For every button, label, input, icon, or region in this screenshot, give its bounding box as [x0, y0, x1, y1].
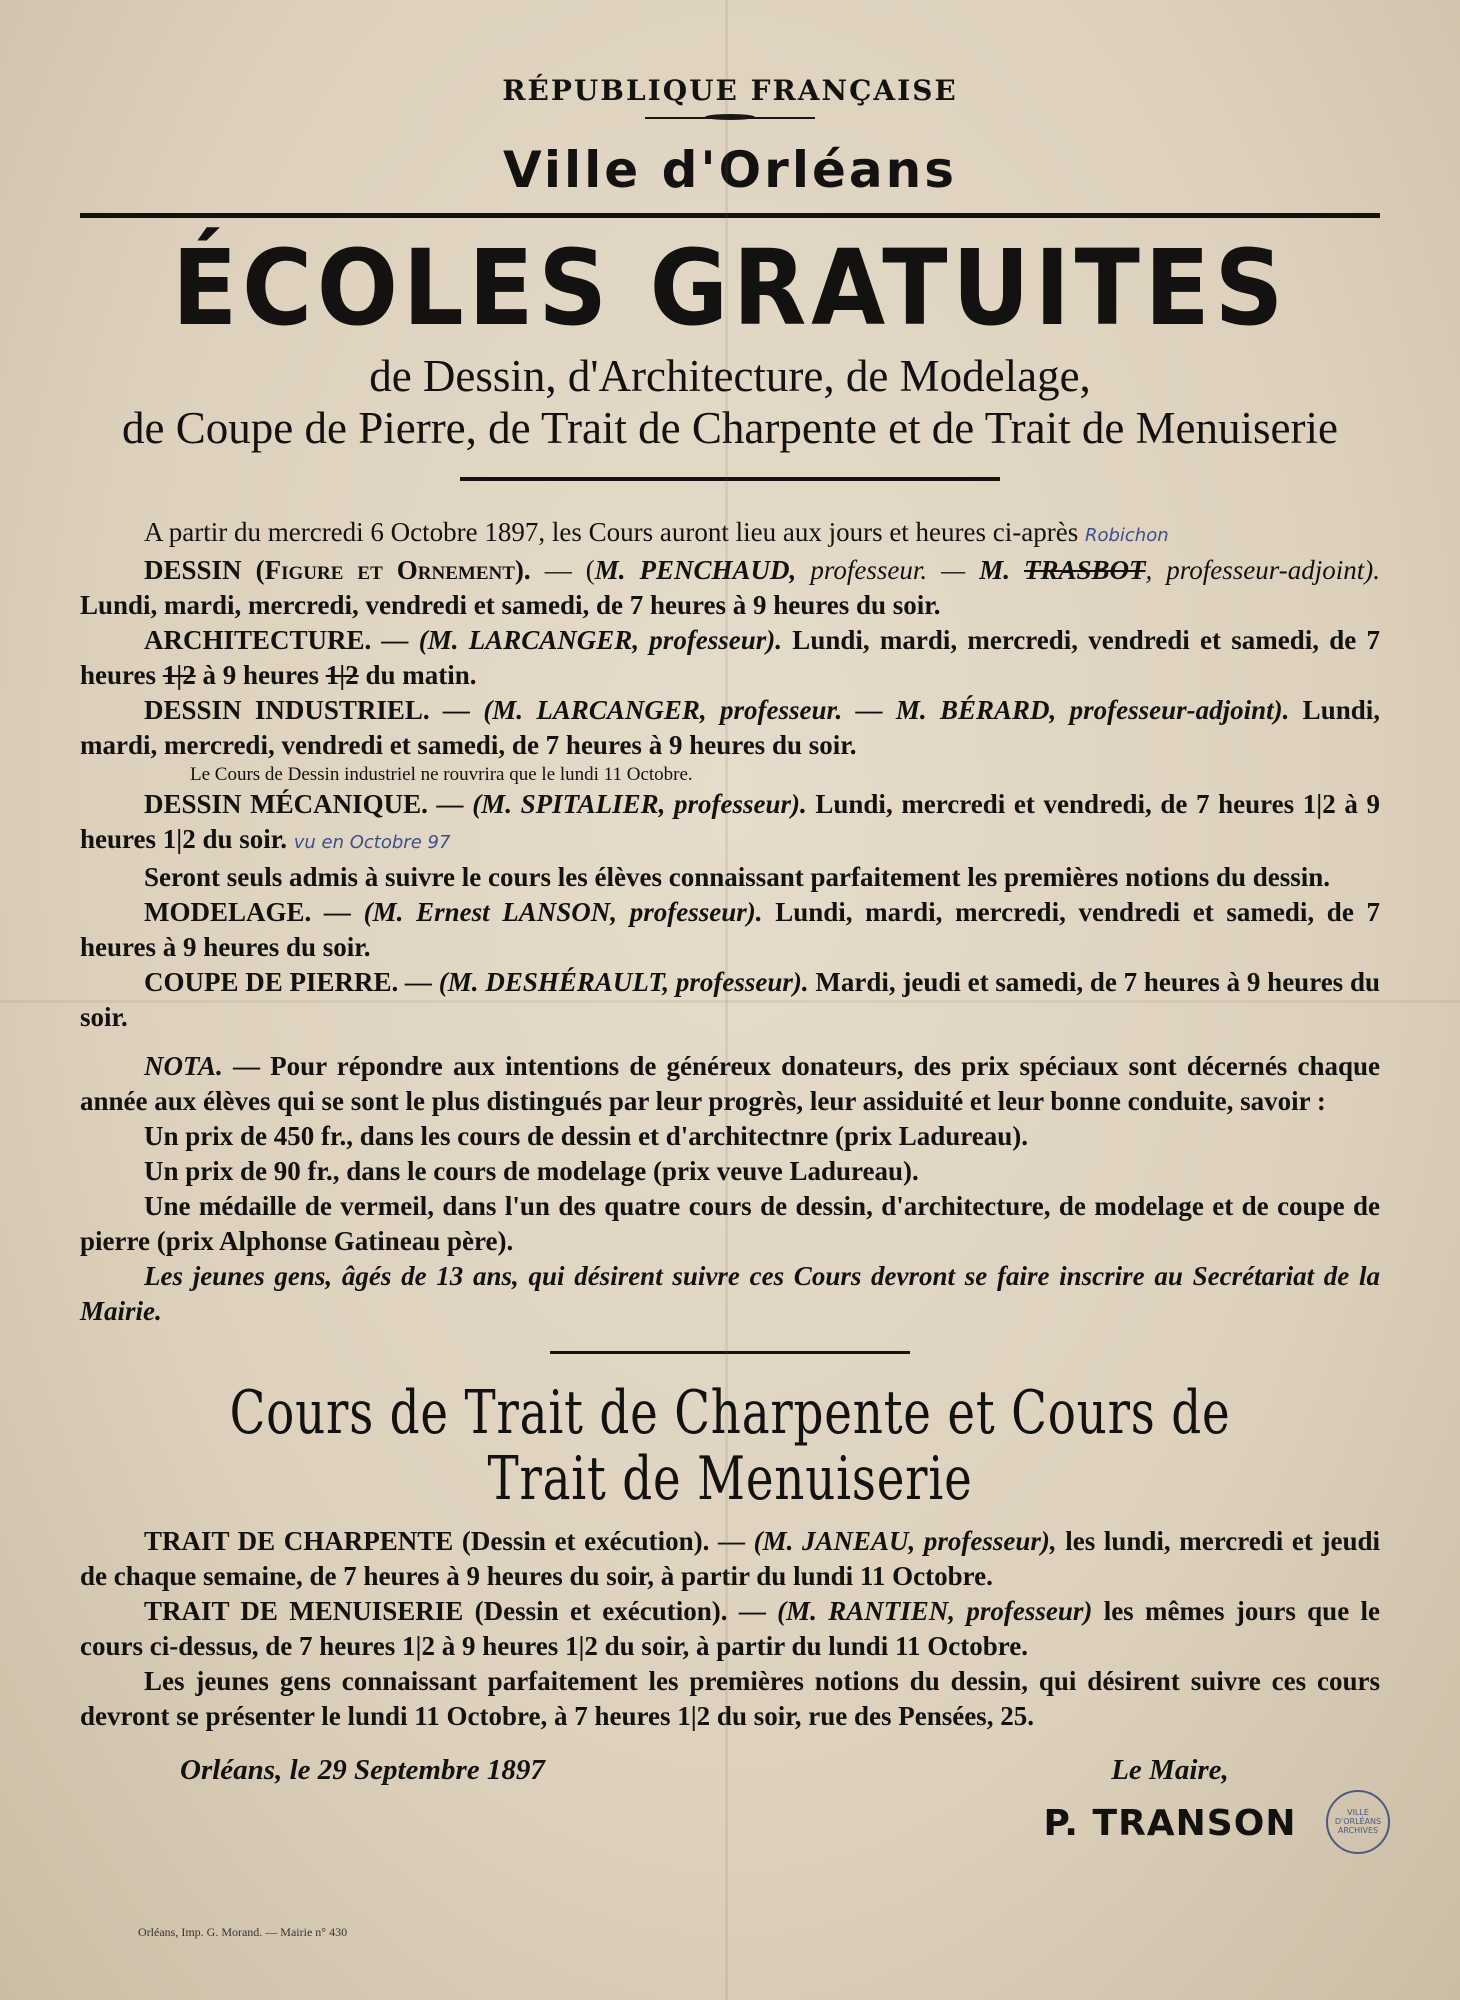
archives-stamp: VILLE D'ORLÉANS ARCHIVES	[1326, 1790, 1390, 1854]
dessin-prof2-m: M.	[979, 554, 1024, 585]
mayor-signature: P. TRANSON	[1043, 1802, 1297, 1844]
dessin-schedule: Lundi, mardi, mercredi, vendredi et samedi, de 7 heures à 9 heures du soir.	[80, 589, 941, 620]
dessin-prof2-role: , professeur-adjoint).	[1145, 554, 1380, 585]
architecture-half-1: 1|2	[162, 659, 196, 690]
date-line: Orléans, le 29 Septembre 1897	[180, 1753, 545, 1786]
dessin-prof2-name: TRASBOT	[1023, 554, 1146, 585]
nota-label: NOTA.	[144, 1050, 223, 1081]
handwritten-note-octobre: vu en Octobre 97	[293, 831, 451, 853]
cours-title: Cours de Trait de Charpente et Cours de Trait de Menuiserie	[229, 1377, 1231, 1514]
signature-row	[80, 1754, 1380, 1844]
architecture-paragraph	[80, 623, 1380, 693]
architecture-half-2: 1|2	[325, 659, 359, 690]
architecture-schedule-b: à 9 heures	[195, 659, 326, 690]
dessin-industriel-prof: — (M. LARCANGER, professeur. — M. BÉRARD, professeur-adjoint).	[429, 694, 1290, 725]
inscription-paragraph: Les jeunes gens, âgés de 13 ans, qui désirent suivre ces Cours devront se faire inscrire au Secrétariat de la Mairie.	[80, 1260, 1380, 1326]
ville-heading: Ville d'Orléans	[503, 141, 957, 199]
short-rule	[460, 477, 1000, 481]
menuiserie-label: TRAIT DE MENUISERIE	[144, 1595, 464, 1626]
nota-paragraph	[80, 1049, 1380, 1119]
republique-heading: RÉPUBLIQUE FRANÇAISE	[502, 74, 958, 107]
modelage-schedule: Lundi, mardi, mercredi, vendredi et samedi, de 7 heures à 9 heures du soir.	[80, 896, 1380, 962]
dessin-prof1-role: professeur. —	[796, 554, 980, 585]
architecture-prof: — (M. LARCANGER, professeur).	[371, 624, 783, 655]
dessin-mecanique-paragraph	[80, 787, 1380, 860]
intro-paragraph	[80, 515, 1380, 553]
modelage-label: MODELAGE.	[144, 896, 312, 927]
dessin-mecanique-schedule: Lundi, mercredi et vendredi, de 7 heures 1|2 à 9 heures 1|2 du soir.	[80, 788, 1380, 854]
dessin-mecanique-requirement: Seront seuls admis à suivre le cours les élèves connaissant parfaitement les premières notions du dessin.	[144, 861, 1331, 892]
charpente-paragraph	[80, 1524, 1380, 1594]
menuiserie-paragraph	[80, 1594, 1380, 1664]
dessin-prof1: M. PENCHAUD,	[594, 554, 797, 585]
main-title: ÉCOLES GRATUITES	[172, 227, 1288, 349]
modelage-prof: — (M. Ernest LANSON, professeur).	[311, 896, 763, 927]
coupe-prof: — (M. DESHÉRAULT, professeur).	[398, 966, 809, 997]
prix-3: Une médaille de vermeil, dans l'un des quatre cours de dessin, d'architecture, de modelage et de coupe de pierre (prix Alphonse Gatineau père).	[80, 1190, 1380, 1256]
dessin-industriel-note: Le Cours de Dessin industriel ne rouvrira que le lundi 11 Octobre.	[190, 763, 693, 785]
architecture-label: ARCHITECTURE.	[144, 624, 372, 655]
nota-text: — Pour répondre aux intentions de généreux donateurs, des prix spéciaux sont décernés chaque année aux élèves qui se sont le plus distingués par leur progrès, leur assiduité et leur bonne conduite, savoir :	[80, 1050, 1380, 1116]
dessin-label: DESSIN	[144, 554, 242, 585]
dessin-industriel-label: DESSIN INDUSTRIEL.	[144, 694, 430, 725]
coupe-label: COUPE DE PIERRE.	[144, 966, 399, 997]
menuiserie-schedule: les mêmes jours que le cours ci-dessus, de 7 heures 1|2 à 9 heures 1|2 du soir, à partir du lundi 11 Octobre.	[80, 1595, 1381, 1661]
modelage-paragraph	[80, 895, 1380, 965]
closing-paragraph: Les jeunes gens connaissant parfaitement les premières notions du dessin, qui désirent suivre ces cours devront se présenter le lundi 11 Octobre, à 7 heures 1|2 du soir, rue des Pensées, 25.	[80, 1665, 1380, 1731]
architecture-schedule-a: Lundi, mardi, mercredi, vendredi et samedi, de 7 heures	[80, 624, 1380, 690]
coupe-schedule: Mardi, jeudi et samedi, de 7 heures à 9 heures du soir.	[80, 966, 1380, 1032]
handwritten-note-robichon: Robichon	[1084, 524, 1169, 546]
menuiserie-prof: (M. RANTIEN, professeur)	[777, 1595, 1093, 1626]
thick-rule	[80, 213, 1380, 218]
charpente-prof: (M. JANEAU, professeur),	[753, 1525, 1057, 1556]
fold-line-horizontal	[0, 1000, 1460, 1003]
ornament-divider	[645, 117, 815, 129]
architecture-schedule-c: du matin.	[358, 659, 477, 690]
dessin-sublabel: (Figure et Ornement).	[255, 554, 531, 585]
charpente-label: TRAIT DE CHARPENTE	[144, 1525, 454, 1556]
charpente-schedule: les lundi, mercredi et jeudi de chaque semaine, de 7 heures à 9 heures du soir, à partir du lundi 11 Octobre.	[80, 1525, 1380, 1591]
dessin-mecanique-prof: — (M. SPITALIER, professeur).	[427, 788, 807, 819]
middle-rule	[550, 1351, 910, 1354]
dessin-mecanique-label: DESSIN MÉCANIQUE.	[144, 788, 428, 819]
dessin-industriel-schedule: Lundi, mardi, mercredi, vendredi et samedi, de 7 heures à 9 heures du soir.	[80, 694, 1380, 760]
printer-imprint: Orléans, Imp. G. Morand. — Mairie n° 430	[138, 1925, 348, 1939]
dessin-paragraph	[80, 553, 1380, 623]
charpente-detail: (Dessin et exécution). —	[453, 1525, 754, 1556]
body-text	[80, 515, 1380, 1734]
subtitle-line-2: de Coupe de Pierre, de Trait de Charpente et de Trait de Menuiserie	[122, 402, 1338, 453]
prix-1: Un prix de 450 fr., dans les cours de dessin et d'architectnre (prix Ladureau).	[144, 1120, 1029, 1151]
subtitle-line-1: de Dessin, d'Architecture, de Modelage,	[369, 351, 1091, 402]
intro-text: A partir du mercredi 6 Octobre 1897, les Cours auront lieu aux jours et heures ci-après	[144, 516, 1079, 547]
prix-2: Un prix de 90 fr., dans le cours de modelage (prix veuve Ladureau).	[144, 1155, 919, 1186]
dessin-dash: — (	[530, 554, 595, 585]
dessin-industriel-paragraph	[80, 693, 1380, 763]
maire-block	[960, 1754, 1380, 1844]
menuiserie-detail: (Dessin et exécution). —	[463, 1595, 778, 1626]
maire-label: Le Maire,	[1111, 1753, 1229, 1786]
